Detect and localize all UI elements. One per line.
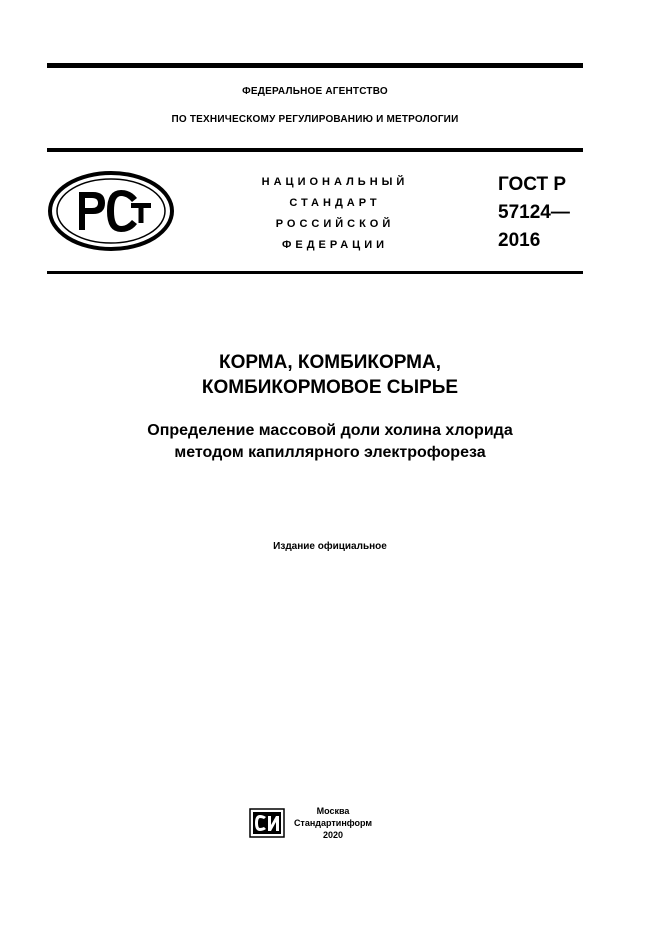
document-title-line: КОМБИКОРМОВОЕ СЫРЬЕ [201,377,459,398]
standard-code-line: ГОСТ Р [498,174,567,195]
top-rule [47,63,583,68]
document-subtitle-line: Определение массовой доли холина хлорида [147,422,513,439]
document-subtitle-line: методом капиллярного электрофореза [174,444,486,461]
standard-code-line: 2016 [498,230,541,251]
national-standard-line: НАЦИОНАЛЬНЫЙ [261,176,409,188]
rst-logo-icon [47,170,175,252]
header-bottom-rule [47,271,583,274]
publisher-info [293,805,373,841]
publisher-name: Стандартинформ [293,818,373,828]
national-standard-line: ФЕДЕРАЦИИ [281,239,389,251]
publisher-year: 2020 [322,830,344,840]
standard-code-line: 57124— [498,202,570,223]
standartinform-logo-icon [249,808,285,838]
national-standard-line: СТАНДАРТ [289,197,381,209]
national-standard-line: РОССИЙСКОЙ [275,218,395,230]
agency-line-1: ФЕДЕРАЛЬНОЕ АГЕНТСТВО [242,86,388,97]
edition-label: Издание официальное [273,541,387,552]
header-rule [47,148,583,152]
publisher-city: Москва [316,806,350,816]
agency-line-2: ПО ТЕХНИЧЕСКОМУ РЕГУЛИРОВАНИЮ И МЕТРОЛОГИИ [171,114,459,125]
national-standard-label [225,172,445,256]
document-title [47,350,613,400]
standard-code [498,171,570,255]
document-subtitle [47,420,613,464]
document-title-line: КОРМА, КОМБИКОРМА, [218,352,442,373]
